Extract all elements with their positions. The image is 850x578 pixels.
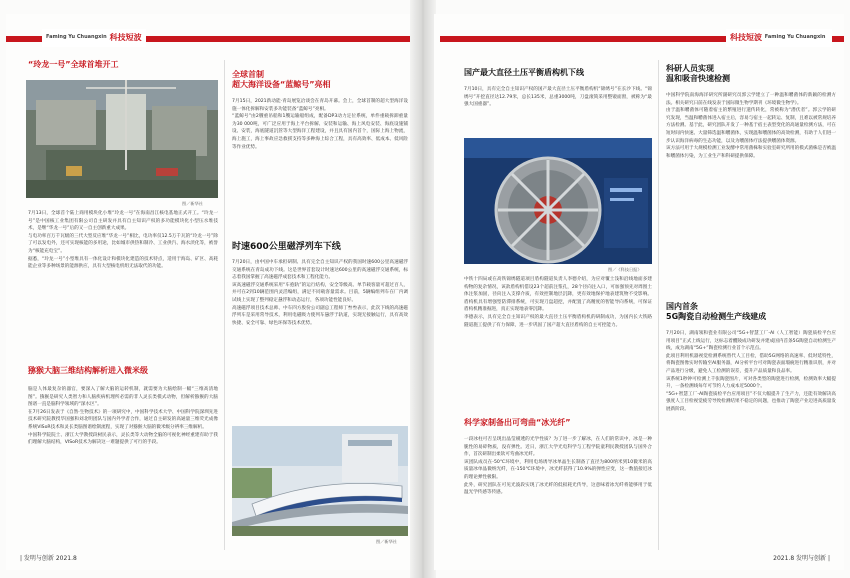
- photo-maglev-train: [232, 426, 408, 536]
- article-body: 中铁十四局或在高铁锦绣隧道项目盾构隧道负责人李德介绍，为应对覆土浅和沿线地面多建构物的复杂情况，该款盾构机借设23个超前注浆孔，28个径向注入口，可加强预先对周围土体注浆加固，径向注入支撑介质，有效控制地层沉降，更有效地保护地表建筑物不受影响。盾构机具有增强型防滞排系统，可实现刀盘超挖，并配置了高精度的智能导向系统，可保证盾构机精准掘进，真正实现地表零沉降。 李德表示，具有完全自主知识产权的最大直径土压平衡盾构机的研制成功，为国内长大铁路隧道施工提供了有力保障，进一步巩固了国产超大直径盾构的自主可控能力。: [464, 277, 652, 328]
- column-rule: [658, 60, 659, 550]
- article-title: 科学家制备出可弯曲“冰光纤”: [464, 418, 571, 427]
- right-page: [434, 14, 844, 570]
- article-title: 科研人员实现 温和吸音快速检测: [666, 64, 730, 83]
- article-body: 7月20日，由中国中车承担研制、具有完全自主知识产权的我国时速600公里高速磁浮交通系统在青岛成功下线。这是世界首套设计时速达600公里的高速磁浮交通系统，标志着我国掌握了高速磁浮成套技术和工程化能力。 该高速磁浮交通系统采用“车抱轨”的运行结构，安全等级高。单节载客量可超过百人，并可在2到10辆范围内灵活编组，满足不同载客量需求。目前，5辆编组列车在厂内调试线上实现了整列稳定悬浮和动态运行，各项功能性能良好。 高速磁浮项目技术总师、中车四方股份公司副总工程师丁叁叁表示，此次下线的高速磁浮列车是采用常导技术，利用电磁吸力使列车悬浮于轨道，实现无接触运行，具有高效快捷、安全可靠、绿色环保等技术优势。: [232, 260, 408, 326]
- article-title: 时速600公里磁浮列车下线: [232, 242, 341, 252]
- photo-caption: 图／《科技日报》: [608, 267, 642, 272]
- header-tag-right: [726, 29, 832, 47]
- header-cn-left: 科技短波: [109, 33, 142, 42]
- header-en-left: Faming Yu Chuangxin: [46, 34, 107, 40]
- photo-caption: 图／新华社: [182, 201, 203, 206]
- article-title: 全球首制 超大海洋设备“蓝鲸号”亮相: [232, 70, 331, 89]
- photo-tunnel-boring-machine: [464, 138, 652, 264]
- photo-caption: 图／新华社: [376, 539, 397, 544]
- column-rule: [224, 60, 225, 550]
- article-title: 猕猴大脑三维结构解析进入微米级: [28, 366, 148, 375]
- article-title: “玲龙一号”全球首堆开工: [28, 60, 119, 69]
- page-footer-right: 2021.8 发明与创新 |: [773, 555, 830, 562]
- page-footer-left: | 发明与创新 2021.8: [20, 555, 77, 562]
- article-title: 国产最大直径土压平衡盾构机下线: [464, 68, 584, 77]
- article-body: 中国科学院南海海洋研究所副研究员郭云学建立了一种温和嚼菌体的新颖的检测方法。相关研究日前在线发表于国际微生物学期刊《环境微生物学》。 由于温和嚼菌体可随着宿主的繁殖进行遗传转化，常被称为“潜伏者”。郭云学的研究发现，当温和嚼菌体进入宿主后，容易与宿主一起转运、复制，且难以被常规培养方法检测。基于此，研究团队开发了一种基于宿主表型变化的高通量检测方法，可在短时间内快速、大量筛选温和嚼菌体，实现温和嚼菌体的高效检测，有助于人们进一步认识海洋病毒的生态功能，以及为嚼菌体疗法提供嚼菌体资源。 该方法可用于大规模检测工业发酵中常用菌株和实验室研究所用的模式菌株是否被温和嚼菌体污染，为工业生产和科研提供保障。: [666, 93, 836, 159]
- spine-gutter: [410, 0, 436, 578]
- article-body: 7月13日，全球首个陆上商用模块化小堆“玲龙一号”在海南昌江核电基地正式开工。“玲龙一号”是中国核工业集团有限公司自主研发并具有自主知识产权的多功能模块化小型压水堆技术，是继“华龙一号”后的又一自主创新重大成果。 与电功率百万千瓦级的三代大型反应堆“华龙一号”相比，电功率仅12.5万千瓦的“玲龙一号”除了可以发电外，还可实现核能的多用途，比如城市供热和制冷、工业供汽、海水淡化等，被誉为“核能充电宝”。 据悉，“玲龙一号”小型堆具有一体化设计和模块化建造的技术特点，适用于海岛、矿区、高耗能企业等多种场景的能源供应，具有大型核电机组无法取代的功能。: [28, 211, 218, 270]
- article-body: 脑是人体最复杂的器官，要深入了解大脑的运转机制，就需要为大脑绘制一幅“三维高清地图”。猕猴是研究人类智力和人脑疾病机理所必需的非人灵长类模式动物，但解析猕猴的大脑图谱一直是脑科学领域的“深水区”。 在7月26日发表于《自然·生物技术》的一项研究中，中国科学技术大学、中国科学院深圳先进技术研究院教授毕国强和刘北明团队与国内外学者合作，通过自主研发的高通量三维荧光成像系统VISoR技术和灵长类脑图谱绘制流程，实现了对猕猴大脑的微米级分辨率三维解析。 中国科学院院士、浙江大学教授段树民表示，灵长类等大动物全脑的可视化神经重建有助于我们理解大脑结构，VISoR技术为解决这一难题提供了可行的手段。: [28, 387, 218, 446]
- photo-nuclear-site: [26, 80, 218, 198]
- article-body: 7月20日，湖南领和瓷业有限公司“5G+智慧工厂-AI（人工智能）陶瓷质检平台应用项目”正式上线运行，这标志着醴陵成功研发并建成国内首条5G陶瓷自动检测生产线，成为湖南“5G+”陶瓷检测行业首个示范点。 此项目利用机器视觉检测系统替代人工目检，借助5G网络的高速率、低时延特性，将陶瓷图像实时传输至AI服务器，AI分析平台可对陶瓷表面瑕疵进行精准识别，并对产品进行分级，避免人工检测的误差，提升产品质量和良品率。 该系统1秒钟可检测上千张陶瓷图片，可对各类型的陶瓷进行检测，检测效率大幅提升，一条检测线每年可节约人力成本近5000个。 “5G+智慧工厂-AI陶瓷质检平台应用项目”不仅大幅提升了生产力，还能有效解决高强度人工目检视觉疲劳导致检测结果不稳定的问题，也推动了陶瓷产业迈进高质量发展新阶段。: [666, 331, 836, 412]
- left-page: [6, 14, 416, 570]
- article-body: 7月10日，具有完全自主知识产权的国产最大直径土压平衡盾构机“锦绣号”在长沙下线。“锦绣号”开挖直径达12.79米，总长135米，总重3000吨，刀盘滚筒采用整锻面窗，被称为“最强大国重器”。: [464, 87, 652, 108]
- article-title: 国内首条 5G陶瓷自动检测生产线建成: [666, 302, 767, 321]
- header-en-right: Faming Yu Chuangxin: [764, 34, 826, 40]
- header-tag-left: [42, 29, 146, 47]
- article-body: 一段冰柱可否呈现出晶莹剔透的光学性质？为了进一步了解冰，在人们的常识中，冰是一种脆性的易碎物质，没有弹性。近日，浙江大学光电科学与工程学院童利民教授团队与国外合作，首次研制出柔软可弯曲冰光纤。 该团队成员在-50℃环境中，利用电场诱导冰单晶生长制备了直径为800纳米到10微米的高质量冰单晶微纳光纤，在-150℃环境中，冰光纤获得了10.9%的弹性应变，这一数值接近冰的理论弹性极限。 此外，研究团队在可见光波段实现了冰光纤的低损耗光传导，这意味着冰光纤将能够用于低温光学传感等传感。: [464, 437, 652, 496]
- header-cn-right: 科技短波: [730, 33, 762, 42]
- article-body: 7月15日，2021新动能·青岛展览洽谈会在青岛开幕。会上，全球首制的超大型海洋设施一体化拆解和安装多功能装备“蓝鲸号”亮相。 “蓝鲸号”由2艘重吊船和1艘运输船组成，配备DP3动力定位系统，单件重载拆卸重量为30 000吨，可广泛应用于海上平台拆解、安装和运输、海上风电安装、海底设施铺设、安装，海底隧道沉管等大型海洋工程建设，并且具有国内首个，国际上海上物流，海上施工，海上事故应急救援支持等多种海上综合工程，具有高效率、低成本、低风险等作业优势。: [232, 99, 408, 150]
